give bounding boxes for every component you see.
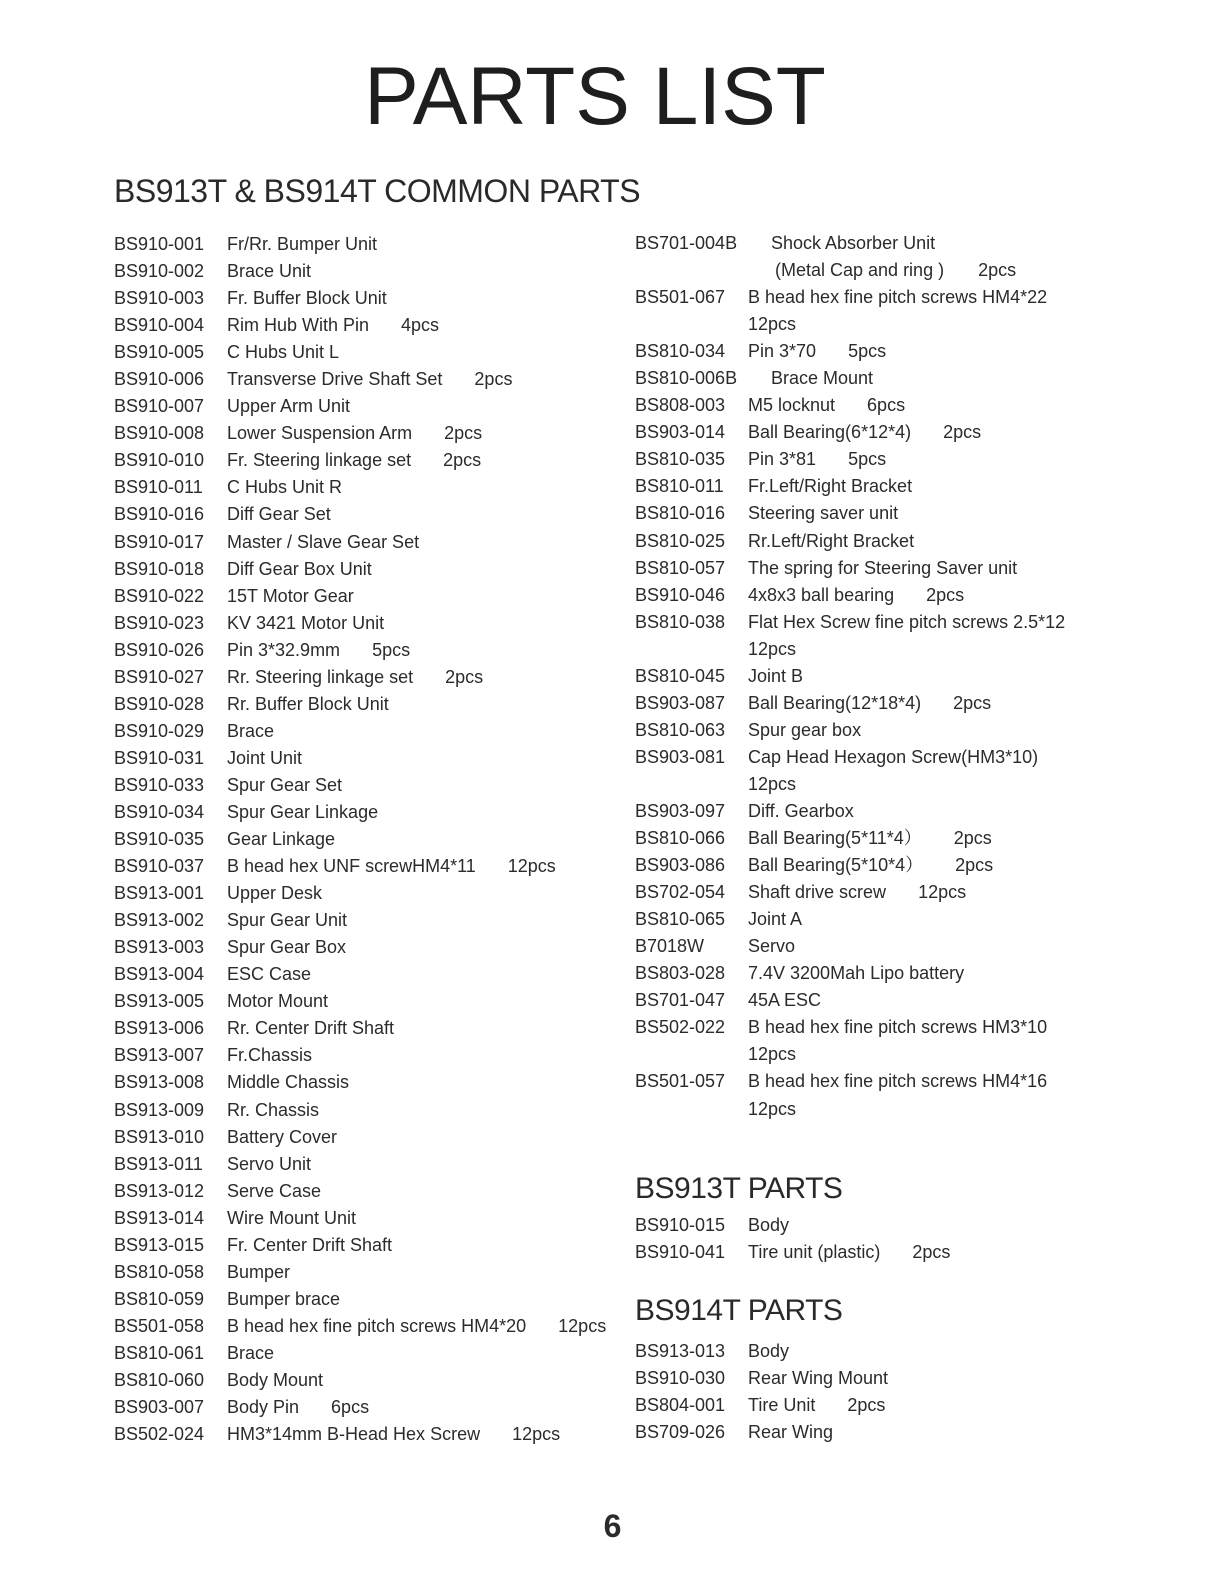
part-name: 7.4V 3200Mah Lipo battery — [748, 963, 965, 984]
part-name: Body Mount — [227, 1369, 324, 1390]
part-name-continuation: 12pcs — [748, 1044, 797, 1065]
part-name: Servo — [748, 936, 796, 957]
part-quantity: 5pcs — [848, 341, 887, 362]
part-row — [114, 474, 606, 501]
part-name: Fr/Rr. Bumper Unit — [227, 234, 378, 254]
part-row — [635, 852, 1065, 879]
part-row — [635, 1239, 950, 1266]
part-row — [114, 826, 606, 853]
part-code: BS910-007 — [114, 396, 205, 417]
part-row — [114, 1313, 606, 1340]
part-name: Spur Gear Unit — [227, 910, 348, 931]
part-code: BS913-002 — [114, 910, 205, 931]
part-row — [635, 1068, 1065, 1095]
part-row — [114, 988, 606, 1015]
part-row — [114, 934, 606, 961]
part-name: B head hex UNF screwHM4*11 — [227, 856, 476, 877]
part-code: BS913-006 — [114, 1018, 205, 1039]
common-parts-left-list — [114, 231, 606, 1448]
part-row — [635, 365, 1065, 392]
part-code: BS903-014 — [635, 422, 726, 443]
part-name: Fr. Buffer Block Unit — [227, 288, 387, 309]
part-row-continuation — [635, 636, 1065, 663]
part-row — [114, 1151, 606, 1178]
part-row — [114, 799, 606, 826]
part-code: BS910-010 — [114, 450, 205, 471]
part-name: Rear Wing Mount — [748, 1368, 889, 1389]
part-code: BS903-087 — [635, 692, 726, 713]
part-row — [114, 1394, 606, 1421]
part-code: BS910-033 — [114, 774, 205, 795]
part-name: Fr. Center Drift Shaft — [227, 1234, 393, 1255]
part-row — [114, 258, 606, 285]
part-code: BS913-005 — [114, 991, 205, 1012]
part-code: BS913-007 — [114, 1045, 205, 1066]
part-code: BS913-013 — [635, 1341, 726, 1361]
part-quantity: 12pcs — [507, 856, 556, 877]
part-code: BS910-002 — [114, 261, 205, 282]
part-name: Ball Bearing(5*11*4） — [748, 828, 922, 849]
part-quantity: 2pcs — [912, 1242, 951, 1263]
part-row — [635, 690, 1065, 717]
part-name: B head hex fine pitch screws HM4*20 — [227, 1315, 527, 1336]
part-row — [635, 609, 1065, 636]
part-row-continuation — [635, 311, 1065, 338]
part-row — [114, 961, 606, 988]
part-name: Joint Unit — [227, 747, 303, 768]
part-row — [114, 772, 606, 799]
part-code: BS913-011 — [114, 1153, 203, 1174]
part-name: Cap Head Hexagon Screw(HM3*10) — [748, 746, 1039, 767]
part-row — [635, 798, 1065, 825]
part-name: Master / Slave Gear Set — [227, 531, 420, 552]
part-name: Fr.Chassis — [227, 1045, 313, 1066]
part-code: BS913-008 — [114, 1072, 205, 1093]
part-row — [114, 556, 606, 583]
part-quantity: 2pcs — [926, 584, 965, 605]
page-number: 6 — [603, 1508, 622, 1544]
part-name: Fr.Left/Right Bracket — [748, 476, 913, 497]
part-code: BS910-017 — [114, 531, 205, 552]
part-row — [114, 1069, 606, 1096]
part-code: BS810-058 — [114, 1261, 205, 1282]
part-row — [114, 880, 606, 907]
part-row — [635, 392, 1065, 419]
part-row — [114, 231, 606, 258]
part-row — [114, 285, 606, 312]
part-code: BS910-027 — [114, 666, 205, 687]
part-code: BS910-022 — [114, 585, 205, 606]
part-name-continuation: 12pcs — [748, 1098, 797, 1119]
part-row — [635, 1014, 1065, 1041]
part-code: BS913-014 — [114, 1207, 205, 1228]
part-code: B7018W — [635, 936, 705, 957]
page-title: PARTS LIST — [364, 51, 826, 142]
part-row — [114, 583, 606, 610]
part-quantity: 2pcs — [444, 423, 483, 444]
part-name: Transverse Drive Shaft Set — [227, 369, 443, 390]
part-code: BS810-016 — [635, 503, 726, 524]
part-row — [114, 1340, 606, 1367]
part-code: BS810-059 — [114, 1288, 205, 1309]
part-code: BS913-015 — [114, 1234, 205, 1255]
part-code: BS910-011 — [114, 477, 203, 498]
part-name-continuation: 12pcs — [748, 314, 797, 335]
part-name: Pin 3*81 — [748, 449, 817, 470]
part-row — [114, 907, 606, 934]
part-name: Pin 3*70 — [748, 341, 817, 362]
part-code: BS910-001 — [114, 234, 205, 254]
part-name: 15T Motor Gear — [227, 585, 354, 606]
part-row — [635, 663, 1065, 690]
part-row-continuation — [635, 1041, 1065, 1068]
bs914t-parts-heading: BS914T PARTS — [635, 1294, 843, 1327]
part-name: Ball Bearing(5*10*4） — [748, 855, 924, 876]
part-code: BS810-006B — [635, 368, 738, 389]
part-name: C Hubs Unit R — [227, 477, 343, 498]
part-row — [114, 1097, 606, 1124]
part-quantity: 12pcs — [558, 1315, 607, 1336]
part-row — [114, 1042, 606, 1069]
part-name: B head hex fine pitch screws HM4*22 — [748, 287, 1048, 308]
common-parts-heading: BS913T & BS914T COMMON PARTS — [114, 173, 641, 209]
part-quantity: 6pcs — [331, 1397, 370, 1418]
part-row — [114, 1286, 606, 1313]
part-name: Spur Gear Linkage — [227, 801, 379, 822]
part-name: Middle Chassis — [227, 1072, 350, 1093]
part-name-continuation: (Metal Cap and ring ) — [775, 260, 945, 281]
part-quantity: 2pcs — [978, 260, 1017, 281]
part-name: Rr. Chassis — [227, 1099, 320, 1120]
part-row — [635, 419, 1065, 446]
part-code: BS910-004 — [114, 315, 205, 336]
part-code: BS701-004B — [635, 233, 738, 253]
part-quantity: 2pcs — [847, 1395, 886, 1416]
part-row — [114, 366, 606, 393]
part-name: Motor Mount — [227, 991, 329, 1012]
part-name: Gear Linkage — [227, 829, 336, 850]
part-row — [114, 339, 606, 366]
part-code: BS910-031 — [114, 747, 205, 768]
part-row — [635, 1212, 950, 1239]
part-name: Rear Wing — [748, 1422, 834, 1443]
part-code: BS501-057 — [635, 1071, 726, 1092]
part-name: Wire Mount Unit — [227, 1207, 357, 1228]
part-name: Pin 3*32.9mm — [227, 639, 341, 660]
part-name: Brace Mount — [771, 368, 874, 389]
part-code: BS910-035 — [114, 829, 205, 850]
part-code: BS810-063 — [635, 719, 726, 740]
part-name: Rim Hub With Pin — [227, 315, 370, 336]
bs913t-parts-list — [635, 1212, 950, 1266]
part-name: ESC Case — [227, 964, 312, 985]
part-row — [114, 1124, 606, 1151]
part-code: BS910-034 — [114, 801, 205, 822]
part-code: BS810-061 — [114, 1342, 205, 1363]
part-row — [635, 1392, 888, 1419]
bs913t-parts-heading: BS913T PARTS — [635, 1172, 843, 1205]
part-name: Battery Cover — [227, 1126, 338, 1147]
part-name: Rr. Buffer Block Unit — [227, 693, 389, 714]
part-row — [635, 1338, 888, 1365]
part-row — [114, 420, 606, 447]
part-row — [114, 447, 606, 474]
part-code: BS910-029 — [114, 720, 205, 741]
part-code: BS913-001 — [114, 883, 205, 904]
part-row — [635, 500, 1065, 527]
part-code: BS910-015 — [635, 1215, 726, 1235]
part-row — [635, 555, 1065, 582]
part-row — [114, 1178, 606, 1205]
part-name-continuation: 12pcs — [748, 638, 797, 659]
part-code: BS910-041 — [635, 1242, 726, 1263]
part-code: BS810-025 — [635, 530, 726, 551]
part-name: The spring for Steering Saver unit — [748, 557, 1018, 578]
part-code: BS810-045 — [635, 665, 726, 686]
part-code: BS910-018 — [114, 558, 205, 579]
part-code: BS803-028 — [635, 963, 726, 984]
part-quantity: 2pcs — [953, 828, 992, 849]
part-name-continuation: 12pcs — [748, 773, 797, 794]
part-quantity: 4pcs — [401, 315, 440, 336]
part-code: BS810-034 — [635, 341, 726, 362]
part-code: BS810-066 — [635, 828, 726, 849]
part-name: Rr. Center Drift Shaft — [227, 1018, 395, 1039]
part-code: BS702-054 — [635, 882, 726, 903]
part-name: Shaft drive screw — [748, 882, 887, 903]
part-row — [114, 1367, 606, 1394]
part-row — [114, 610, 606, 637]
part-quantity: 6pcs — [867, 395, 906, 416]
part-code: BS910-028 — [114, 693, 205, 714]
part-code: BS502-024 — [114, 1424, 205, 1445]
part-name: HM3*14mm B-Head Hex Screw — [227, 1424, 481, 1445]
part-code: BS913-012 — [114, 1180, 205, 1201]
part-name: Joint A — [748, 909, 803, 930]
part-row — [635, 230, 1065, 257]
part-row — [635, 744, 1065, 771]
part-name: Spur Gear Box — [227, 937, 347, 958]
part-quantity: 12pcs — [512, 1424, 561, 1445]
part-name: Ball Bearing(6*12*4) — [748, 422, 912, 443]
part-name: Servo Unit — [227, 1153, 312, 1174]
part-code: BS810-060 — [114, 1369, 205, 1390]
part-row — [635, 717, 1065, 744]
part-row-continuation — [635, 771, 1065, 798]
part-row — [635, 528, 1065, 555]
part-name: Ball Bearing(12*18*4) — [748, 692, 922, 713]
part-name: Flat Hex Screw fine pitch screws 2.5*12 — [748, 611, 1066, 632]
part-row — [114, 664, 606, 691]
part-name: Brace — [227, 1342, 275, 1363]
part-code: BS903-007 — [114, 1397, 205, 1418]
part-row — [114, 1421, 606, 1448]
part-code: BS913-009 — [114, 1099, 205, 1120]
part-name: Body — [748, 1341, 790, 1361]
part-code: BS709-026 — [635, 1422, 726, 1443]
part-quantity: 5pcs — [848, 449, 887, 470]
part-row — [114, 1232, 606, 1259]
part-name: Spur Gear Set — [227, 774, 343, 795]
part-name: Fr. Steering linkage set — [227, 450, 412, 471]
part-code: BS910-008 — [114, 423, 205, 444]
part-name: Brace — [227, 720, 275, 741]
part-code: BS913-003 — [114, 937, 205, 958]
part-code: BS810-035 — [635, 449, 726, 470]
part-name: Body — [748, 1215, 790, 1235]
part-name: Body Pin — [227, 1397, 300, 1418]
part-row — [635, 1419, 888, 1446]
part-row — [114, 853, 606, 880]
bs914t-parts-list — [635, 1338, 888, 1446]
part-row — [635, 473, 1065, 500]
part-quantity: 2pcs — [474, 369, 513, 390]
part-name: Diff Gear Box Unit — [227, 558, 372, 579]
part-row — [114, 501, 606, 528]
part-row — [635, 906, 1065, 933]
part-row — [635, 987, 1065, 1014]
part-code: BS501-067 — [635, 287, 726, 308]
part-row — [635, 582, 1065, 609]
part-code: BS913-004 — [114, 964, 205, 985]
part-code: BS501-058 — [114, 1315, 205, 1336]
part-row — [114, 1205, 606, 1232]
part-code: BS913-010 — [114, 1126, 205, 1147]
part-code: BS903-081 — [635, 746, 726, 767]
part-code: BS910-006 — [114, 369, 205, 390]
part-quantity: 2pcs — [445, 666, 484, 687]
part-name: KV 3421 Motor Unit — [227, 612, 385, 633]
part-row — [114, 637, 606, 664]
part-row — [114, 745, 606, 772]
part-quantity: 2pcs — [955, 855, 994, 876]
part-code: BS910-005 — [114, 342, 205, 363]
part-name: Brace Unit — [227, 261, 312, 282]
part-code: BS808-003 — [635, 395, 726, 416]
part-code: BS910-037 — [114, 856, 205, 877]
part-name: Diff. Gearbox — [748, 800, 854, 821]
part-row — [114, 312, 606, 339]
part-name: Tire Unit — [748, 1395, 816, 1416]
part-row-continuation — [635, 1096, 1065, 1123]
part-name: Upper Desk — [227, 883, 323, 904]
part-code: BS910-046 — [635, 584, 726, 605]
part-name: B head hex fine pitch screws HM3*10 — [748, 1017, 1048, 1038]
part-name: B head hex fine pitch screws HM4*16 — [748, 1071, 1048, 1092]
part-name: Bumper — [227, 1261, 291, 1282]
part-row — [635, 446, 1065, 473]
part-name: 45A ESC — [748, 990, 822, 1011]
part-name: C Hubs Unit L — [227, 342, 340, 363]
part-row — [635, 338, 1065, 365]
part-quantity: 2pcs — [443, 450, 482, 471]
part-name: Shock Absorber Unit — [771, 233, 936, 253]
part-quantity: 5pcs — [372, 639, 411, 660]
part-code: BS910-023 — [114, 612, 205, 633]
part-code: BS903-097 — [635, 800, 726, 821]
part-code: BS810-011 — [635, 476, 724, 497]
part-code: BS810-065 — [635, 909, 726, 930]
part-code: BS910-030 — [635, 1368, 726, 1389]
part-code: BS903-086 — [635, 855, 726, 876]
part-row — [635, 284, 1065, 311]
part-name: Bumper brace — [227, 1288, 341, 1309]
part-name: Tire unit (plastic) — [748, 1242, 881, 1263]
part-name: Spur gear box — [748, 719, 862, 740]
part-row — [635, 933, 1065, 960]
part-name: Steering saver unit — [748, 503, 899, 524]
part-row — [114, 718, 606, 745]
part-row-continuation — [635, 257, 1065, 284]
part-name: Serve Case — [227, 1180, 322, 1201]
part-name: M5 locknut — [748, 395, 836, 416]
part-code: BS701-047 — [635, 990, 726, 1011]
part-code: BS910-016 — [114, 504, 205, 525]
part-name: 4x8x3 ball bearing — [748, 584, 895, 605]
part-name: Lower Suspension Arm — [227, 423, 413, 444]
part-quantity: 2pcs — [953, 692, 992, 713]
part-name: Diff Gear Set — [227, 504, 331, 525]
part-quantity: 12pcs — [918, 882, 967, 903]
part-name: Joint B — [748, 665, 804, 686]
part-code: BS502-022 — [635, 1017, 726, 1038]
part-code: BS810-038 — [635, 611, 726, 632]
part-quantity: 2pcs — [943, 422, 982, 443]
part-row — [635, 825, 1065, 852]
part-code: BS810-057 — [635, 557, 726, 578]
part-row — [114, 393, 606, 420]
part-name: Upper Arm Unit — [227, 396, 351, 417]
part-name: Rr. Steering linkage set — [227, 666, 414, 687]
part-row — [114, 1259, 606, 1286]
part-code: BS804-001 — [635, 1395, 726, 1416]
common-parts-right-list — [635, 230, 1065, 1123]
part-row — [635, 960, 1065, 987]
part-row — [114, 691, 606, 718]
part-row — [114, 1015, 606, 1042]
part-row — [635, 1365, 888, 1392]
part-code: BS910-003 — [114, 288, 205, 309]
part-code: BS910-026 — [114, 639, 205, 660]
part-name: Rr.Left/Right Bracket — [748, 530, 915, 551]
part-row — [114, 529, 606, 556]
part-row — [635, 879, 1065, 906]
